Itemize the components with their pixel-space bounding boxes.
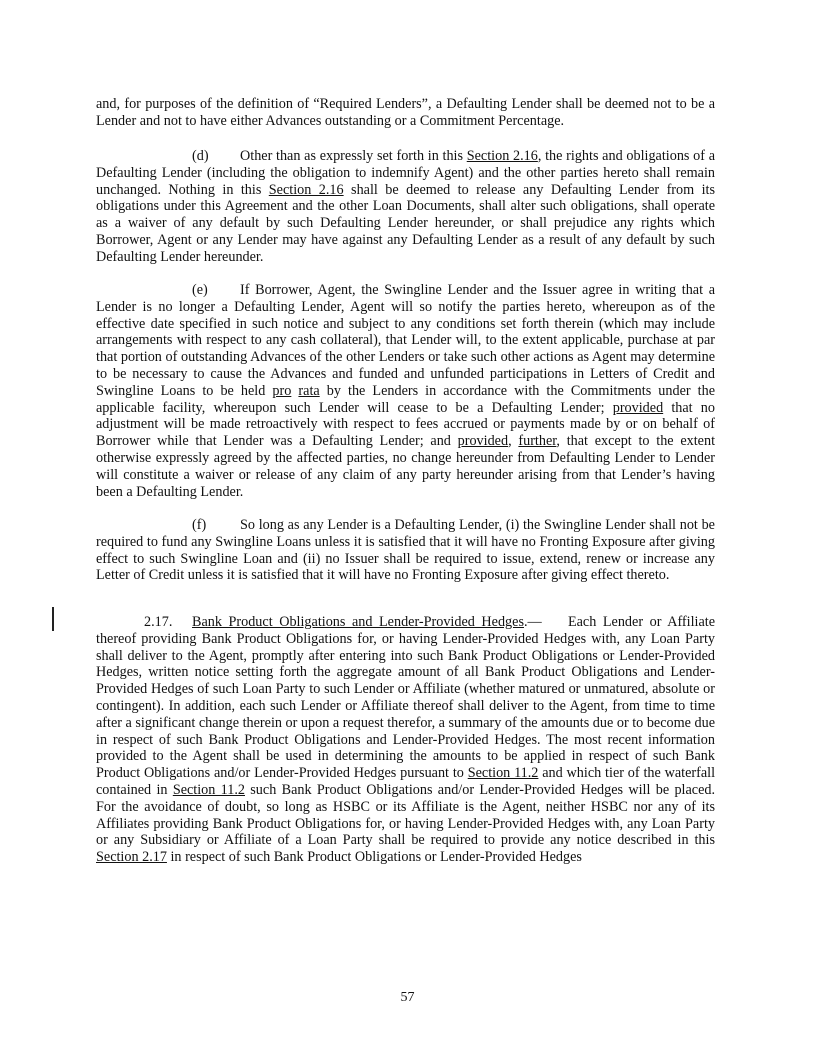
term-pro: pro (272, 382, 292, 399)
page-number: 57 (400, 990, 415, 1005)
section-ref-2-17: Section 2.17 (96, 849, 167, 866)
section-2-17-text-2: and which tier of the waterfall contained in (96, 765, 716, 798)
paragraph-e-text-2: by the Lenders in accordance with the Commitments under the applicable facility, whereupon such Lender will cease to be a Defaulting Lender; (96, 382, 716, 416)
paragraph-d-text-2: , the rights and obligations of a Defaulting Lender (including the obligation to indemnify Agent) and the other parties hereto shall remain unchanged. Nothing in this (96, 148, 715, 198)
section-ref-2-16-a: Section 2.16 (466, 148, 538, 164)
section-2-17-text-4: in respect of such Bank Product Obligations or Lender-Provided Hedges (166, 849, 582, 866)
paragraph-e-label: (e) (192, 282, 208, 298)
section-2-17-text-3: such Bank Product Obligations and/or Lender-Provided Hedges will be placed. For the avoidance of doubt, so long as HSBC or its Affiliate is the Agent, neither HSBC nor any of its Affiliates providing Bank Product Obligations for, or having Lender-Provided Hedges with, any Loan Party or any Subsidiary or Affiliate of a Loan Party shall be required to provide any notice described in this (96, 781, 716, 849)
paragraph-d (96, 148, 715, 266)
term-provided-2: provided (457, 433, 509, 450)
term-rata: rata (298, 382, 320, 399)
paragraph-e-text-1: If Borrower, Agent, the Swingline Lender and the Issuer agree in writing that a Lender is no longer a Defaulting Lender, Agent will so notify the parties hereto, whereupon as of the effective date specified in such notice and subject to any conditions set forth therein (which may include arrangements with respect to any cash collateral), that Lender will, to the extent applicable, purchase at par that portion of outstanding Advances of the other Lenders or take such other actions as Agent may determine to be necessary to cause the Advances and funded and unfunded participations in Letters of Credit and Swingline Loans to be held (96, 282, 715, 399)
paragraph-intro (96, 96, 715, 130)
paragraph-e-text-5: , that except to the extent otherwise expressly agreed by the affected parties, no change hereunder from Defaulting Lender to Lender will constitute a waiver or release of any claim of any party hereunder arising from that Lender’s having been a Defaulting Lender. (96, 433, 716, 500)
paragraph-e-text-3: that no adjustment will be made retroactively with respect to fees accrued or payments made by or on behalf of Borrower while that Lender was a Defaulting Lender; and (96, 399, 715, 450)
paragraph-d-label: (d) (192, 148, 209, 164)
section-2-17 (96, 614, 715, 866)
paragraph-e-text-4: , (508, 433, 519, 450)
revision-change-bar (52, 607, 54, 631)
section-ref-11-2-b: Section 11.2 (172, 781, 245, 798)
section-ref-2-16-b: Section 2.16 (268, 181, 344, 198)
section-ref-11-2-a: Section 11.2 (467, 765, 539, 782)
paragraph-d-text-1: Other than as expressly set forth in this (240, 148, 467, 164)
paragraph-f-label: (f) (192, 517, 207, 533)
term-provided-1: provided (612, 399, 664, 416)
section-2-17-heading-suffix: .— (523, 614, 542, 630)
section-2-17-number: 2.17. (144, 614, 173, 630)
paragraph-f-text: So long as any Lender is a Defaulting Lender, (i) the Swingline Lender shall not be required to fund any Swingline Loans unless it is satisfied that it will have no Fronting Exposure after giving effect to such Swingline Loan and (ii) no Issuer shall be required to issue, extend, renew or increase any Letter of Credit unless it is satisfied that it will have no Fronting Exposure after giving effect thereto. (96, 517, 715, 584)
section-2-17-heading: Bank Product Obligations and Lender-Provided Hedges (192, 614, 524, 630)
intro-text: and, for purposes of the definition of “Required Lenders”, a Defaulting Lender shall be deemed not to be a Lender and not to have either Advances outstanding or a Commitment Percentage. (96, 96, 715, 129)
section-2-17-text-1: Each Lender or Affiliate thereof providing Bank Product Obligations for, or having Lender-Provided Hedges with, any Loan Party shall deliver to the Agent, promptly after entering into such Bank Product Obligations or Lender-Provided Hedges, written notice setting forth the aggregate amount of all Bank Product Obligations and Lender-Provided Hedges of such Loan Party to such Lender or Affiliate (whether matured or unmatured, absolute or contingent). In addition, each such Lender or Affiliate thereof shall deliver to the Agent, from time to time after a significant change therein or upon a request therefor, a summary of the amounts due or to become due in respect of such Bank Product Obligations and Lender-Provided Hedges. The most recent information provided to the Agent shall be used in determining the amounts to be applied in respect of such Bank Product Obligations and/or Lender-Provided Hedges pursuant to (96, 614, 715, 782)
paragraph-d-text-3: shall be deemed to release any Defaulting Lender from its obligations under this Agreement and the other Loan Documents, shall alter such obligations, shall operate as a waiver of any default by such Defaulting Lender hereunder, or shall prejudice any rights which Borrower, Agent or any Lender may have against any Defaulting Lender as a result of any default by such Defaulting Lender hereunder. (96, 181, 715, 265)
term-further: further (518, 433, 557, 450)
paragraph-f (96, 517, 715, 584)
paragraph-e (96, 282, 715, 500)
